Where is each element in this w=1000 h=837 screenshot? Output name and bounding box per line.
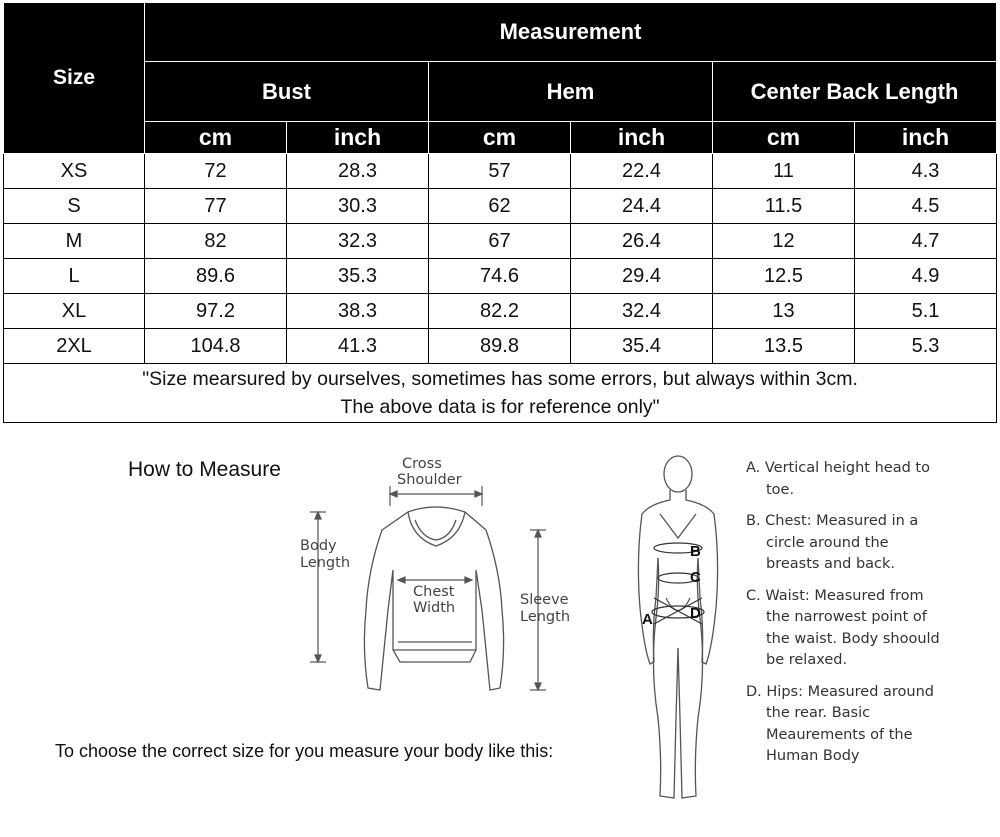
unit-header: cm: [429, 122, 571, 154]
unit-header: cm: [713, 122, 855, 154]
note-line-2: The above data is for reference only": [340, 396, 660, 418]
measurement-header: Measurement: [145, 3, 997, 62]
table-cell: 11: [713, 154, 855, 189]
table-cell: 97.2: [145, 294, 287, 329]
size-cell: 2XL: [4, 329, 145, 364]
cross-label: Cross: [402, 456, 442, 472]
table-cell: 24.4: [571, 189, 713, 224]
table-cell: 57: [429, 154, 571, 189]
legend-item: D. Hips: Measured around the rear. Basic Meaurements of the Human Body: [746, 683, 934, 764]
letter-b: B: [690, 543, 701, 560]
table-cell: 12.5: [713, 259, 855, 294]
table-cell: 35.3: [287, 259, 429, 294]
table-cell: 4.5: [855, 189, 997, 224]
sleeve-length-label: Length: [520, 609, 571, 625]
table-cell: 41.3: [287, 329, 429, 364]
table-row: [4, 154, 997, 189]
table-cell: 4.7: [855, 224, 997, 259]
body-length-arrow: [310, 512, 326, 662]
table-cell: 89.6: [145, 259, 287, 294]
table-row: [4, 294, 997, 329]
table-cell: 13: [713, 294, 855, 329]
size-cell: L: [4, 259, 145, 294]
size-note: [4, 364, 997, 423]
table-cell: 77: [145, 189, 287, 224]
letter-a: A: [642, 611, 653, 628]
table-cell: 104.8: [145, 329, 287, 364]
table-cell: 29.4: [571, 259, 713, 294]
unit-header: inch: [287, 122, 429, 154]
table-row: [4, 189, 997, 224]
sweater-diagram: [290, 450, 590, 700]
size-header: Size: [4, 3, 145, 154]
unit-header: inch: [855, 122, 997, 154]
table-row: [4, 329, 997, 364]
table-cell: 32.4: [571, 294, 713, 329]
table-cell: 5.1: [855, 294, 997, 329]
sweater-neckline: [408, 512, 465, 546]
size-chart-table: [3, 2, 997, 423]
table-cell: 12: [713, 224, 855, 259]
how-to-measure-title: How to Measure: [128, 458, 281, 481]
measurement-legend: [746, 458, 946, 778]
note-line-1: "Size mearsured by ourselves, sometimes has some errors, but always within 3cm.: [142, 368, 858, 390]
table-cell: 13.5: [713, 329, 855, 364]
unit-header: cm: [145, 122, 287, 154]
table-cell: 5.3: [855, 329, 997, 364]
body-label: Body: [300, 538, 337, 554]
size-cell: S: [4, 189, 145, 224]
note-row: [4, 364, 997, 423]
center-back-length-header: Center Back Length: [713, 62, 997, 122]
size-cell: M: [4, 224, 145, 259]
table-row: [4, 224, 997, 259]
bust-header: Bust: [145, 62, 429, 122]
chest-label: Chest: [413, 584, 455, 600]
table-cell: 11.5: [713, 189, 855, 224]
letter-c: C: [690, 569, 701, 586]
unit-header: inch: [571, 122, 713, 154]
body-figure-diagram: [620, 448, 740, 828]
cross-shoulder-arrow: [390, 486, 482, 506]
table-cell: 26.4: [571, 224, 713, 259]
body-length-label: Length: [300, 555, 351, 571]
legend-item: C. Waist: Measured from the narrowest point of the waist. Body shoould be relaxed.: [746, 587, 940, 668]
size-cell: XL: [4, 294, 145, 329]
table-cell: 82: [145, 224, 287, 259]
sleeve-label: Sleeve: [520, 592, 569, 608]
table-cell: 28.3: [287, 154, 429, 189]
table-cell: 32.3: [287, 224, 429, 259]
table-cell: 62: [429, 189, 571, 224]
table-cell: 35.4: [571, 329, 713, 364]
table-cell: 38.3: [287, 294, 429, 329]
table-cell: 30.3: [287, 189, 429, 224]
size-cell: XS: [4, 154, 145, 189]
legend-item: A. Vertical height head to toe.: [746, 460, 930, 498]
shoulder-label: Shoulder: [397, 472, 462, 488]
table-cell: 74.6: [429, 259, 571, 294]
table-cell: 4.3: [855, 154, 997, 189]
letter-d: D: [690, 605, 701, 622]
table-row: [4, 259, 997, 294]
table-cell: 82.2: [429, 294, 571, 329]
hem-header: Hem: [429, 62, 713, 122]
legend-item: B. Chest: Measured in a circle around the breasts and back.: [746, 513, 919, 572]
choose-size-instruction: To choose the correct size for you measure your body like this:: [55, 741, 554, 761]
table-cell: 22.4: [571, 154, 713, 189]
table-cell: 67: [429, 224, 571, 259]
table-cell: 89.8: [429, 329, 571, 364]
table-cell: 4.9: [855, 259, 997, 294]
chest-width-arrow: [398, 577, 472, 583]
table-cell: 72: [145, 154, 287, 189]
width-label: Width: [413, 600, 456, 616]
